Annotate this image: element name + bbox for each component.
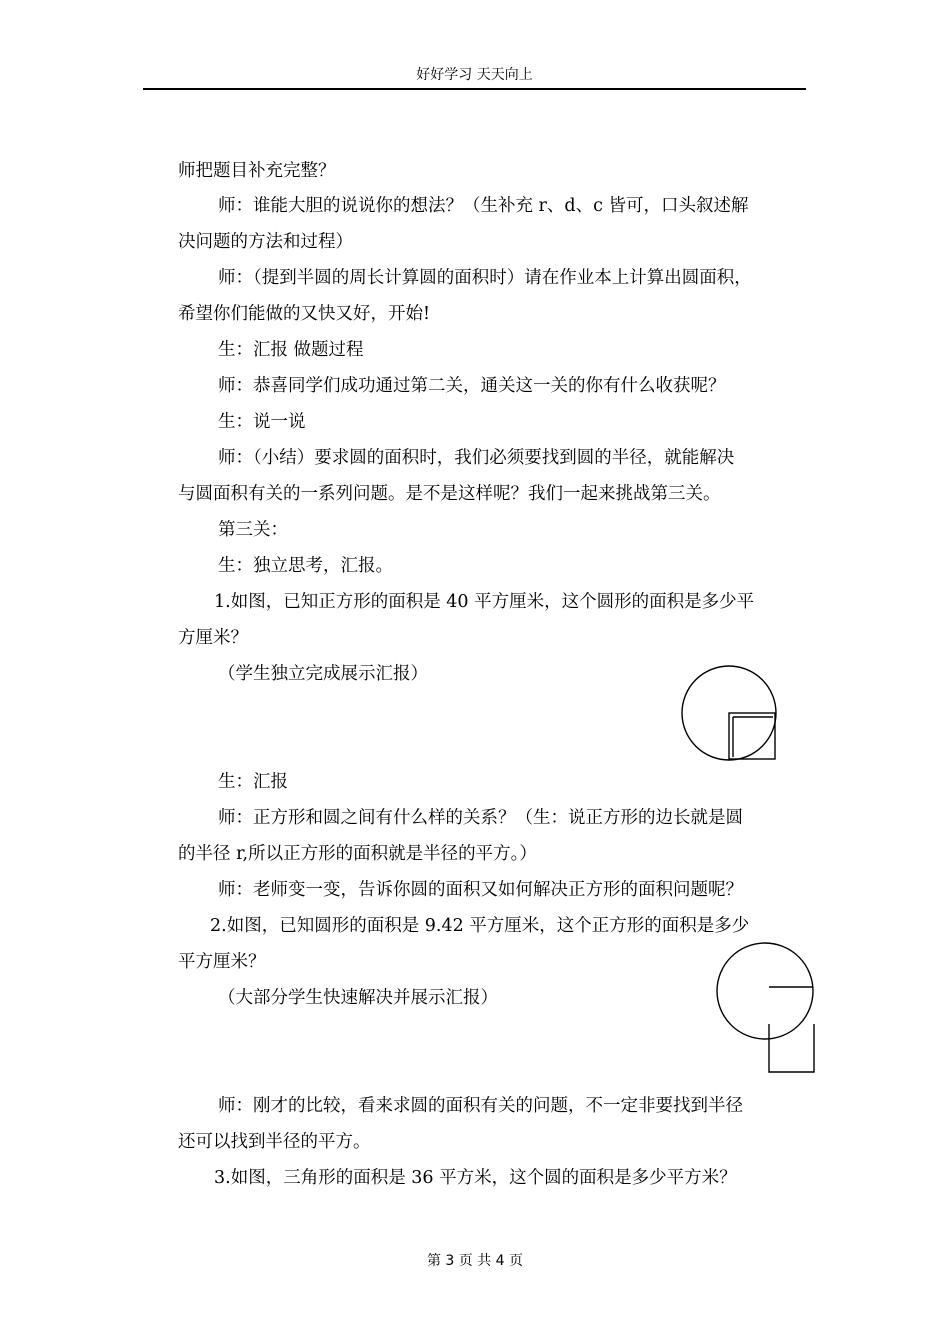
text-line: 生：说一说 bbox=[218, 412, 306, 432]
text-line: 师：正方形和圆之间有什么样的关系？（生：说正方形的边长就是圆 bbox=[218, 808, 743, 828]
text-line: 生：独立思考，汇报。 bbox=[218, 556, 393, 576]
text-line: 平方厘米？ bbox=[178, 952, 266, 972]
figure-1-square bbox=[729, 713, 775, 759]
text-line: 师：恭喜同学们成功通过第二关，通关这一关的你有什么收获呢？ bbox=[218, 376, 726, 396]
text-line: 师：（提到半圆的周长计算圆的面积时）请在作业本上计算出圆面积， bbox=[218, 268, 752, 288]
text-line: 决问题的方法和过程） bbox=[178, 232, 353, 252]
text-line: 希望你们能做的又快又好，开始! bbox=[178, 304, 431, 324]
text-line: 师：老师变一变，告诉你圆的面积又如何解决正方形的面积问题呢？ bbox=[218, 880, 743, 900]
question-2: 2.如图，已知圆形的面积是 9.42 平方厘米，这个正方形的面积是多少 bbox=[210, 916, 750, 936]
question-3: 3.如图，三角形的面积是 36 平方米，这个圆的面积是多少平方米？ bbox=[214, 1168, 737, 1188]
text-line: 生：汇报 bbox=[218, 772, 288, 792]
header-text: 好好学习 天天向上 bbox=[416, 67, 533, 83]
text-line: 师：（小结）要求圆的面积时，我们必须要找到圆的半径，就能解决 bbox=[218, 448, 735, 468]
text-line: 方厘米？ bbox=[178, 628, 248, 648]
text-line: （学生独立完成展示汇报） bbox=[218, 664, 428, 684]
figure-circle-square-1 bbox=[676, 660, 786, 770]
text-line: 师把题目补充完整？ bbox=[178, 161, 336, 181]
question-1: 1.如图，已知正方形的面积是 40 平方厘米，这个圆形的面积是多少平 bbox=[214, 592, 755, 612]
page-number: 第 3 页 共 4 页 bbox=[426, 1253, 524, 1269]
page-footer bbox=[0, 1250, 950, 1270]
text-line: 第三关： bbox=[218, 520, 288, 540]
text-line: （大部分学生快速解决并展示汇报） bbox=[218, 988, 498, 1008]
text-line: 还可以找到半径的平方。 bbox=[178, 1132, 371, 1152]
text-line: 师：谁能大胆的说说你的想法？（生补充 r、d、c 皆可，口头叙述解 bbox=[218, 196, 749, 216]
figure-circle-square-2 bbox=[710, 936, 822, 1081]
text-line: 生：汇报 做题过程 bbox=[218, 340, 364, 360]
text-line: 与圆面积有关的一系列问题。是不是这样呢？我们一起来挑战第三关。 bbox=[178, 484, 721, 504]
page-header bbox=[143, 64, 806, 90]
text-line: 师：刚才的比较，看来求圆的面积有关的问题，不一定非要找到半径 bbox=[218, 1096, 743, 1116]
figure-2-circle bbox=[717, 943, 813, 1039]
text-line: 的半径 r,所以正方形的面积就是半径的平方。） bbox=[178, 844, 537, 864]
